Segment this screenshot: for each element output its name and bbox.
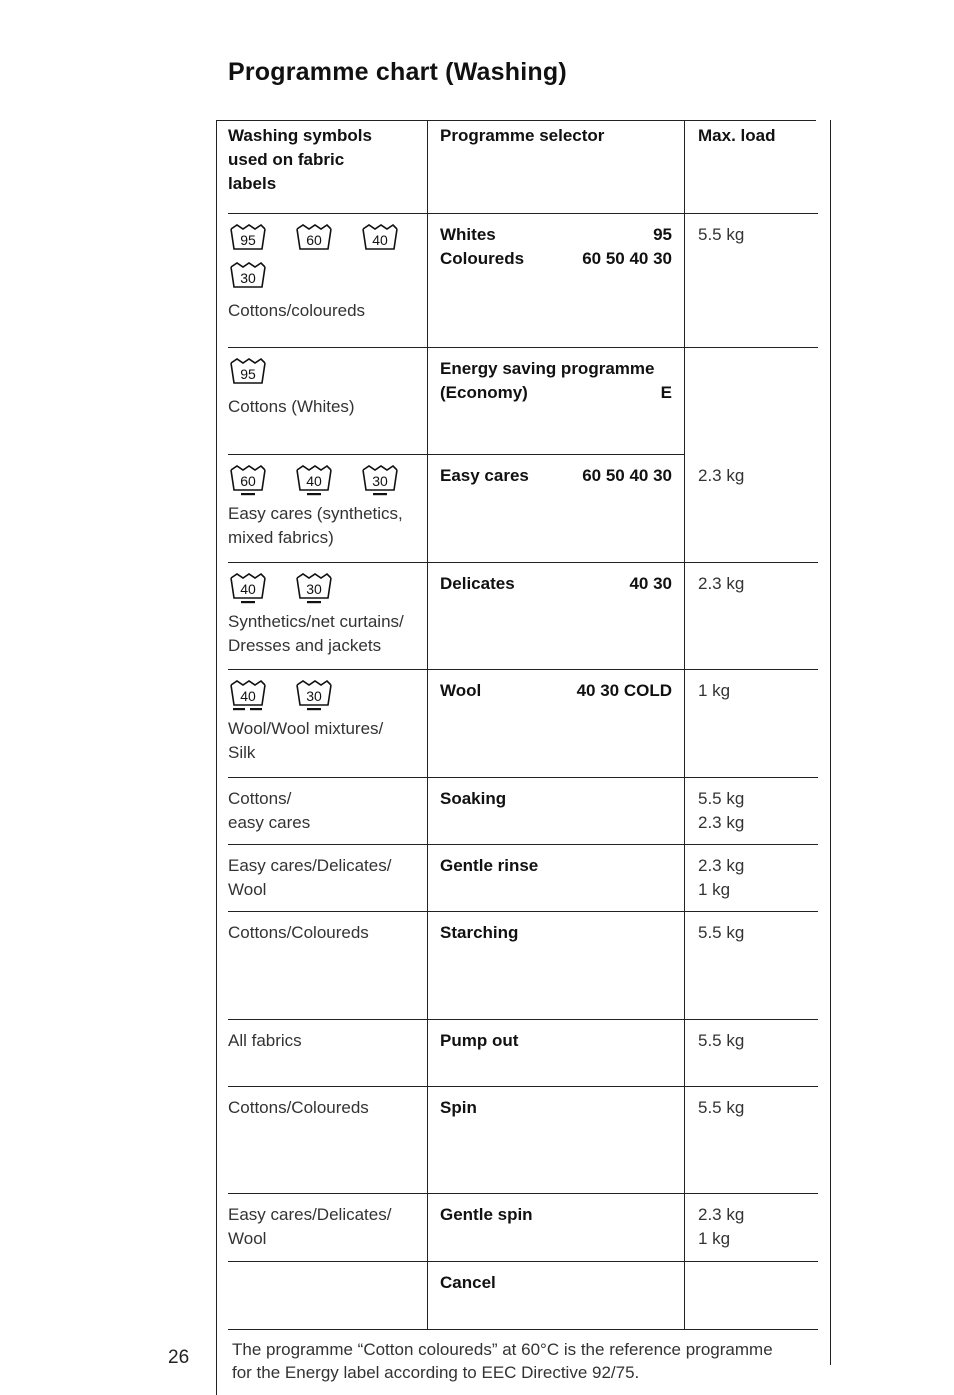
programme-line xyxy=(440,787,672,811)
column-divider xyxy=(684,120,685,1329)
page-title: Programme chart (Washing) xyxy=(228,58,567,86)
programme-line xyxy=(440,1271,672,1295)
fabric-description: Cottons/coloureds xyxy=(228,301,366,320)
programme-cell xyxy=(440,1029,672,1053)
symbols-cell xyxy=(228,1203,424,1251)
fabric-description: easy cares xyxy=(228,813,311,832)
symbols-cell xyxy=(228,787,424,835)
max-load-value: 5.5 kg xyxy=(698,225,745,244)
max-load-cell xyxy=(698,679,818,703)
header-text: Washing symbols xyxy=(228,126,372,145)
wash-temperature-label: 30 xyxy=(306,581,322,597)
programme-line xyxy=(440,464,672,488)
programme-name: Delicates xyxy=(440,574,515,593)
symbols-cell xyxy=(228,464,424,550)
row-divider xyxy=(228,347,818,348)
programme-line xyxy=(440,679,672,703)
programme-name: Soaking xyxy=(440,789,507,808)
fabric-description: mixed fabrics) xyxy=(228,528,334,547)
wash-temperature-label: 30 xyxy=(306,688,322,704)
symbols-cell xyxy=(228,357,424,419)
programme-name: Wool xyxy=(440,681,482,700)
row-divider xyxy=(228,1261,818,1262)
wash-tub-icon xyxy=(360,223,400,257)
symbols-cell xyxy=(228,1029,424,1053)
programme-name: Spin xyxy=(440,1098,477,1117)
care-bar xyxy=(250,708,262,710)
programme-temperatures: 40 30 xyxy=(629,574,672,593)
max-load-cell xyxy=(698,572,818,596)
max-load-cell xyxy=(698,787,818,835)
wash-symbols xyxy=(228,572,418,606)
wash-temperature-label: 95 xyxy=(240,366,256,382)
symbols-cell xyxy=(228,679,424,765)
max-load-cell xyxy=(698,223,818,247)
max-load-cell xyxy=(698,464,818,488)
wash-tub-icon xyxy=(228,357,268,391)
programme-cell xyxy=(440,1271,672,1295)
table-right-border xyxy=(830,120,831,1365)
row-divider xyxy=(228,777,818,778)
programme-temperatures: 60 50 40 30 xyxy=(582,466,672,485)
programme-cell xyxy=(440,679,672,703)
fabric-description: Easy cares (synthetics, xyxy=(228,504,403,523)
max-load-value: 5.5 kg xyxy=(698,789,745,808)
wash-temperature-label: 40 xyxy=(240,581,256,597)
programme-name: Gentle rinse xyxy=(440,856,539,875)
programme-cell xyxy=(440,787,672,811)
care-bar xyxy=(307,708,321,710)
wash-temperature-label: 30 xyxy=(372,473,388,489)
programme-cell xyxy=(440,464,672,488)
row-divider xyxy=(228,1329,818,1330)
row-divider xyxy=(228,669,818,670)
programme-line xyxy=(440,921,672,945)
programme-line xyxy=(440,223,672,247)
programme-name: Pump out xyxy=(440,1031,519,1050)
row-divider xyxy=(228,1193,818,1194)
programme-cell xyxy=(440,854,672,878)
fabric-description: Silk xyxy=(228,743,256,762)
wash-symbols xyxy=(228,357,418,391)
row-divider xyxy=(228,911,818,912)
max-load-value: 2.3 kg xyxy=(698,813,745,832)
symbols-cell xyxy=(228,223,424,323)
max-load-cell xyxy=(698,1096,818,1120)
programme-line xyxy=(440,381,672,405)
max-load-cell xyxy=(698,921,818,945)
programme-cell xyxy=(440,921,672,945)
fabric-description: Wool xyxy=(228,880,267,899)
symbols-cell xyxy=(228,1096,424,1120)
fabric-description: Wool/Wool mixtures/ xyxy=(228,719,384,738)
wash-temperature-label: 60 xyxy=(306,232,322,248)
fabric-description: Synthetics/net curtains/ xyxy=(228,612,404,631)
programme-name: Coloureds xyxy=(440,249,525,268)
programme-line xyxy=(440,1029,672,1053)
programme-temperatures: E xyxy=(660,383,672,402)
fabric-description: Cottons (Whites) xyxy=(228,397,355,416)
care-bar xyxy=(241,601,255,603)
row-divider xyxy=(228,1019,818,1020)
footnote-line: The programme “Cotton coloureds” at 60°C is the reference programme xyxy=(232,1340,773,1359)
header-text: Max. load xyxy=(698,126,776,145)
table-left-border xyxy=(216,120,217,1395)
column-divider xyxy=(427,120,428,1329)
programme-cell xyxy=(440,1203,672,1227)
max-load-value: 2.3 kg xyxy=(698,856,745,875)
programme-temperatures: 95 xyxy=(653,225,672,244)
header-max-load xyxy=(698,124,818,148)
max-load-cell xyxy=(698,1203,818,1251)
programme-temperatures: 40 30 COLD xyxy=(576,681,672,700)
wash-tub-icon xyxy=(294,223,334,257)
wash-symbols xyxy=(228,223,418,295)
wash-temperature-label: 60 xyxy=(240,473,256,489)
programme-line xyxy=(440,357,672,381)
row-divider xyxy=(228,844,818,845)
wash-symbols xyxy=(228,679,418,713)
max-load-value: 2.3 kg xyxy=(698,574,745,593)
programme-line xyxy=(440,572,672,596)
header-text: used on fabric xyxy=(228,150,345,169)
wash-tub-icon xyxy=(228,464,268,498)
max-load-value: 2.3 kg xyxy=(698,466,745,485)
wash-tub-icon xyxy=(294,572,334,606)
programme-cell xyxy=(440,357,672,405)
fabric-description: Wool xyxy=(228,1229,267,1248)
programme-name: Energy saving programme xyxy=(440,359,655,378)
max-load-value: 2.3 kg xyxy=(698,1205,745,1224)
programme-name: Cancel xyxy=(440,1273,496,1292)
symbols-cell xyxy=(228,921,424,945)
wash-tub-icon xyxy=(228,572,268,606)
wash-temperature-label: 95 xyxy=(240,232,256,248)
max-load-value: 1 kg xyxy=(698,1229,731,1248)
fabric-description: Cottons/Coloureds xyxy=(228,923,369,942)
page-number: 26 xyxy=(168,1347,190,1368)
wash-temperature-label: 40 xyxy=(306,473,322,489)
wash-tub-icon xyxy=(228,223,268,257)
footnote-line: for the Energy label according to EEC Directive 92/75. xyxy=(232,1363,640,1382)
wash-tub-icon xyxy=(294,679,334,713)
care-bar xyxy=(373,493,387,495)
header-washing-symbols xyxy=(228,124,418,196)
fabric-description: Cottons/ xyxy=(228,789,292,808)
fabric-description: Dresses and jackets xyxy=(228,636,382,655)
max-load-value: 1 kg xyxy=(698,880,731,899)
programme-line xyxy=(440,1096,672,1120)
header-programme-selector xyxy=(440,124,680,148)
row-divider xyxy=(228,562,818,563)
wash-tub-icon xyxy=(360,464,400,498)
care-bar xyxy=(241,493,255,495)
programme-cell xyxy=(440,223,672,271)
programme-cell xyxy=(440,572,672,596)
care-bar xyxy=(307,601,321,603)
fabric-description: Easy cares/Delicates/ xyxy=(228,1205,392,1224)
wash-symbols xyxy=(228,464,418,498)
programme-line xyxy=(440,854,672,878)
programme-name: Whites xyxy=(440,225,496,244)
programme-line xyxy=(440,1203,672,1227)
programme-line xyxy=(440,247,672,271)
care-bar xyxy=(233,708,245,710)
max-load-value: 5.5 kg xyxy=(698,1031,745,1050)
care-bar xyxy=(307,493,321,495)
max-load-cell xyxy=(698,1029,818,1053)
row-divider xyxy=(228,213,818,214)
fabric-description: Cottons/Coloureds xyxy=(228,1098,369,1117)
max-load-value: 5.5 kg xyxy=(698,1098,745,1117)
header-text: labels xyxy=(228,174,277,193)
symbols-cell xyxy=(228,854,424,902)
wash-temperature-label: 30 xyxy=(240,270,256,286)
symbols-cell xyxy=(228,572,424,658)
programme-name: Gentle spin xyxy=(440,1205,533,1224)
programme-name: (Economy) xyxy=(440,383,528,402)
header-text: Programme selector xyxy=(440,126,605,145)
max-load-value: 5.5 kg xyxy=(698,923,745,942)
row-divider xyxy=(228,1086,818,1087)
fabric-description: Easy cares/Delicates/ xyxy=(228,856,392,875)
programme-name: Starching xyxy=(440,923,519,942)
max-load-value: 1 kg xyxy=(698,681,731,700)
wash-tub-icon xyxy=(294,464,334,498)
programme-name: Easy cares xyxy=(440,466,529,485)
wash-tub-icon xyxy=(228,679,268,713)
footnote xyxy=(232,1338,832,1384)
max-load-cell xyxy=(698,854,818,902)
row-divider xyxy=(228,454,685,455)
fabric-description: All fabrics xyxy=(228,1031,302,1050)
wash-temperature-label: 40 xyxy=(372,232,388,248)
header-rule xyxy=(216,120,816,121)
programme-cell xyxy=(440,1096,672,1120)
wash-tub-icon xyxy=(228,261,268,295)
wash-temperature-label: 40 xyxy=(240,688,256,704)
programme-temperatures: 60 50 40 30 xyxy=(582,249,672,268)
